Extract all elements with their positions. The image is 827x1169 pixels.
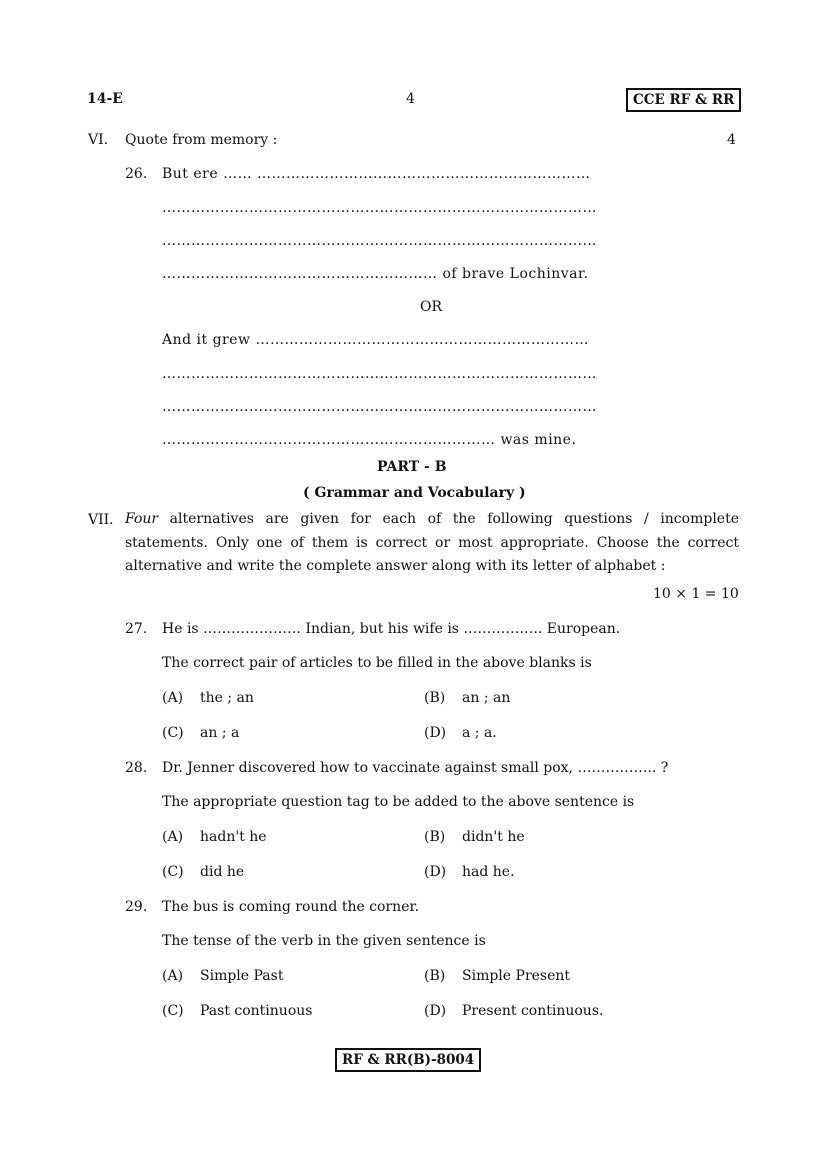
part-title: PART - B <box>377 459 447 475</box>
section-numeral: VI. <box>88 132 109 148</box>
section-numeral: VII. <box>88 512 114 528</box>
option-label: (B) <box>424 829 446 845</box>
option-text: Simple Present <box>462 968 571 984</box>
option-label: (C) <box>162 864 184 880</box>
question-number: 29. <box>125 899 148 915</box>
option-text: Past continuous <box>200 1003 313 1019</box>
question-number: 27. <box>125 621 148 637</box>
option-label: (C) <box>162 1003 184 1019</box>
option-label: (A) <box>162 690 184 706</box>
part-subtitle: ( Grammar and Vocabulary ) <box>303 485 526 501</box>
paper-code: 14-E <box>87 91 123 107</box>
question-prompt: The appropriate question tag to be added to the above sentence is <box>162 794 635 810</box>
instruction-emphasis: Four <box>125 511 159 527</box>
question-stem: He is ………………… Indian, but his wife is …………….. European. <box>162 621 621 637</box>
quote-line: ……………………………………………………………………………… <box>162 200 597 216</box>
option-text: did he <box>200 864 245 880</box>
question-stem: Dr. Jenner discovered how to vaccinate against small pox, …………….. ? <box>162 760 669 776</box>
option-label: (D) <box>424 1003 447 1019</box>
option-text: hadn't he <box>200 829 267 845</box>
or-separator: OR <box>420 299 443 315</box>
question-number: 26. <box>125 166 148 182</box>
quote-line: ……………………………………………………………………………… <box>162 233 597 249</box>
page-number: 4 <box>406 91 415 107</box>
section-marks: 4 <box>727 132 736 148</box>
option-text: Simple Past <box>200 968 284 984</box>
question-prompt: The tense of the verb in the given sentence is <box>162 933 486 949</box>
option-text: the ; an <box>200 690 254 706</box>
option-text: an ; an <box>462 690 511 706</box>
question-prompt: The correct pair of articles to be filled in the above blanks is <box>162 655 592 671</box>
option-text: an ; a <box>200 725 240 741</box>
series-box: CCE RF & RR <box>626 88 741 112</box>
section-marks: 10 × 1 = 10 <box>653 586 739 602</box>
quote-line: And it grew …………………………………………………………… <box>162 332 589 348</box>
quote-line: ……………………………………………………………………………… <box>162 366 597 382</box>
option-label: (B) <box>424 968 446 984</box>
section-instruction: Quote from memory : <box>125 132 278 148</box>
option-text: didn't he <box>462 829 525 845</box>
quote-line: ………………………………………………… of brave Lochinvar. <box>162 266 589 282</box>
quote-line: ……………………………………………………………………………… <box>162 399 597 415</box>
option-text: had he. <box>462 864 515 880</box>
option-label: (D) <box>424 725 447 741</box>
option-label: (C) <box>162 725 184 741</box>
quote-line: But ere …… …………………………………………………………… <box>162 166 591 182</box>
option-label: (D) <box>424 864 447 880</box>
question-stem: The bus is coming round the corner. <box>162 899 420 915</box>
option-text: a ; a. <box>462 725 497 741</box>
option-text: Present continuous. <box>462 1003 604 1019</box>
section-instruction <box>125 508 739 579</box>
footer-code-box: RF & RR(B)-8004 <box>335 1048 481 1072</box>
option-label: (A) <box>162 829 184 845</box>
instruction-text: alternatives are given for each of the following questions / incomplete statements. Only one of them is correct or most appropriate. Choose the correct alternative and write the complete answer along with its letter of alphabet : <box>125 511 739 574</box>
option-label: (B) <box>424 690 446 706</box>
option-label: (A) <box>162 968 184 984</box>
question-number: 28. <box>125 760 148 776</box>
quote-line: …………………………………………………………… was mine. <box>162 432 577 448</box>
